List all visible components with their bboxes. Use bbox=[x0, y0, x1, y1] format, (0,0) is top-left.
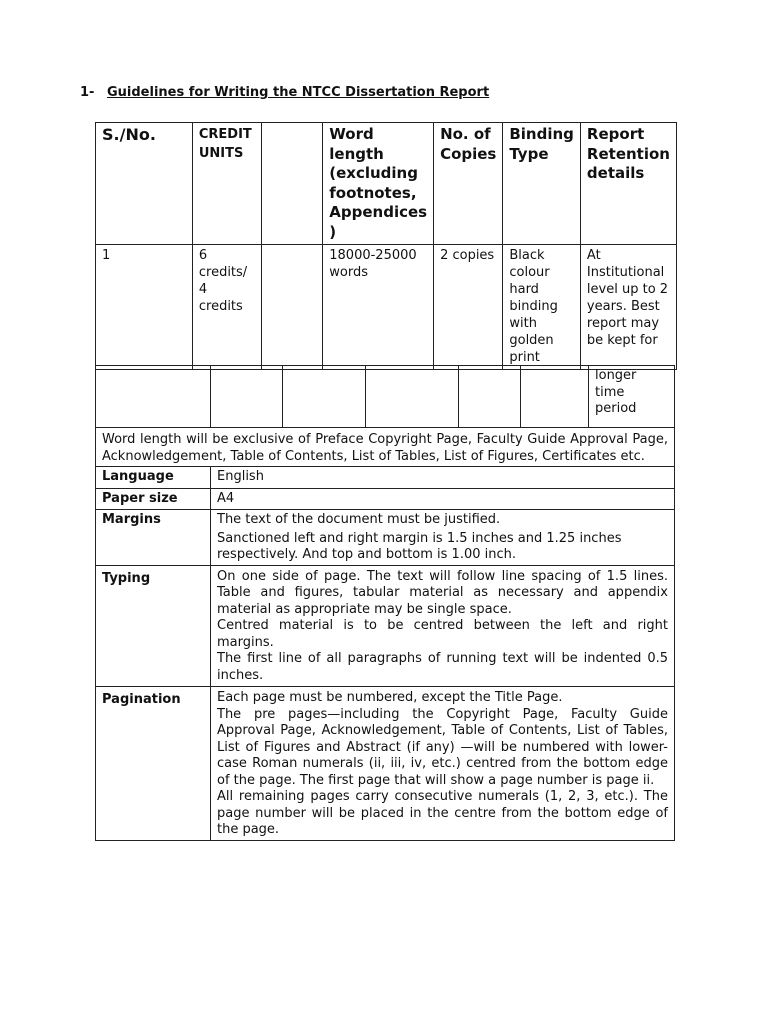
value-line: The text of the document must be justified. bbox=[217, 512, 501, 527]
cell-binding: Black colour hard binding with golden print bbox=[503, 245, 581, 370]
value-line: All remaining pages carry consecutive numerals (1, 2, 3, etc.). The page number will be placed in the centre from the bottom edge of the page. bbox=[217, 789, 668, 837]
label-pagination: Pagination bbox=[96, 687, 211, 841]
cell-retention: At Institutional level up to 2 years. Best report may be kept for bbox=[580, 245, 676, 370]
cell-copies: 2 copies bbox=[434, 245, 503, 370]
value-paper-size bbox=[211, 488, 675, 510]
header-sno: S./No. bbox=[96, 123, 193, 245]
details-table bbox=[95, 365, 675, 841]
header-retention: Report Retention details bbox=[580, 123, 676, 245]
header-word-length: Word length (excluding footnotes, Appendices ) bbox=[323, 123, 434, 245]
empty-cell bbox=[459, 366, 521, 428]
label-paper-size: Paper size bbox=[96, 488, 211, 510]
detail-row-margins bbox=[96, 510, 675, 566]
value-line: The first line of all paragraphs of running text will be indented 0.5 inches. bbox=[217, 651, 668, 683]
value-pagination bbox=[211, 687, 675, 841]
detail-row-paper-size bbox=[96, 488, 675, 510]
value-line: Centred material is to be centred between the left and right margins. bbox=[217, 618, 668, 650]
value-margins bbox=[211, 510, 675, 566]
section-title: Guidelines for Writing the NTCC Dissertation Report bbox=[106, 85, 490, 100]
cell-word-length: 18000-25000 words bbox=[323, 245, 434, 370]
value-line: On one side of page. The text will follow line spacing of 1.5 lines. Table and figures, tabular material as necessary and appendix material as appropriate may be single space. bbox=[217, 568, 668, 617]
value-typing bbox=[211, 565, 675, 687]
word-length-note: Word length will be exclusive of Preface Copyright Page, Faculty Guide Approval Page, Acknowledgement, Table of Contents, List of Tables, List of Figures, Certificates etc. bbox=[96, 428, 675, 467]
cell-sno: 1 bbox=[96, 245, 193, 370]
value-language bbox=[211, 467, 675, 489]
header-credit-units: CREDIT UNITS bbox=[192, 123, 261, 245]
continuation-row bbox=[96, 366, 675, 428]
summary-header-row bbox=[96, 123, 677, 245]
section-heading bbox=[80, 85, 489, 100]
continuation-cell: longer time period bbox=[589, 366, 675, 428]
value-line: A4 bbox=[217, 490, 235, 506]
empty-cell bbox=[96, 366, 211, 428]
header-blank bbox=[261, 123, 323, 245]
value-line: English bbox=[217, 469, 264, 484]
value-line: Each page must be numbered, except the Title Page. bbox=[217, 690, 563, 705]
empty-cell bbox=[283, 366, 366, 428]
section-number: 1- bbox=[80, 85, 95, 100]
detail-row-typing bbox=[96, 565, 675, 687]
header-binding: Binding Type bbox=[503, 123, 581, 245]
summary-table bbox=[95, 122, 677, 370]
note-row bbox=[96, 428, 675, 467]
cell-credits: 6 credits/ 4 credits bbox=[192, 245, 261, 370]
detail-row-pagination bbox=[96, 687, 675, 841]
empty-cell bbox=[366, 366, 459, 428]
empty-cell bbox=[211, 366, 283, 428]
label-margins: Margins bbox=[96, 510, 211, 566]
header-copies: No. of Copies bbox=[434, 123, 503, 245]
summary-data-row bbox=[96, 245, 677, 370]
value-line: Sanctioned left and right margin is 1.5 inches and 1.25 inches respectively. And top and bottom is 1.00 inch. bbox=[217, 530, 622, 562]
detail-row-language bbox=[96, 467, 675, 489]
empty-cell bbox=[521, 366, 589, 428]
value-line: The pre pages—including the Copyright Page, Faculty Guide Approval Page, Acknowledgement, Table of Contents, List of Tables, List of Figures and Abstract (if any) —will be numbered with lower-case Roman numerals (ii, iii, iv, etc.) centred from the bottom edge of the page. The first page that will show a page number is page ii. bbox=[217, 706, 668, 788]
label-typing: Typing bbox=[96, 565, 211, 687]
cell-blank bbox=[261, 245, 323, 370]
label-language: Language bbox=[96, 467, 211, 489]
